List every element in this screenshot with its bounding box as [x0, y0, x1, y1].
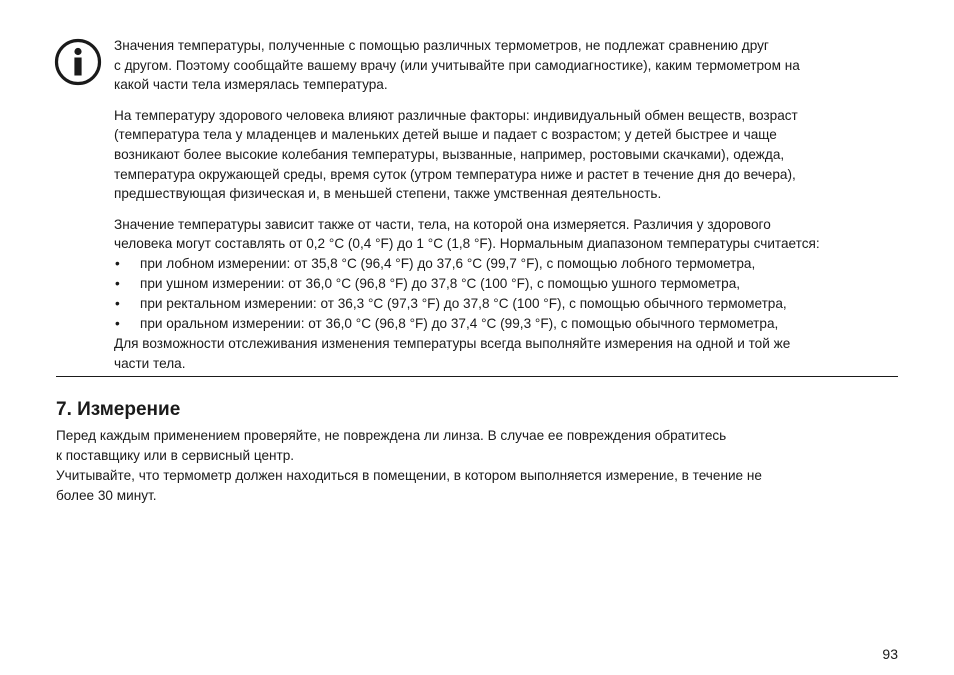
bullet-icon: • — [115, 295, 120, 311]
info-icon — [54, 38, 102, 86]
section-paragraph-lens: Перед каждым применением проверяйте, не повреждена ли линза. В случае ее повреждения обратитесь к поставщику или в сервисный центр. — [56, 428, 727, 463]
list-item: • при ректальном измерении: от 36,3 °C (97,3 °F) до 37,8 °C (100 °F), с помощью обычного термометра, — [114, 294, 900, 314]
page-number: 93 — [882, 646, 898, 662]
section-paragraph-room: Учитывайте, что термометр должен находиться в помещении, в котором выполняется измерение, в течение не более 30 минут. — [56, 468, 762, 503]
notice-paragraph-factors: На температуру здорового человека влияют различные факторы: индивидуальный обмен веществ, возраст (температура тела у младенцев и маленьких детей выше и падает с возрастом; у детей быстрее и чаще возникают более высокие колебания температуры, вызванные, например, ростовыми скачками), одежда, температура окружающей среды, время суток (утром температура ниже и растет в течение дня до вечера), предшествующая физическая и, в меньшей степени, также умственная деятельность. — [114, 107, 798, 202]
bullet-icon: • — [115, 255, 120, 271]
notice-paragraph-ranges: Значение температуры зависит также от части, тела, на которой она измеряется. Различия у здорового человека могут составлять от 0,2 °C (0,4 °F) до 1 °C (1,8 °F). Нормальным диапазоном температуры считается: — [114, 216, 820, 252]
notice-closing: Для возможности отслеживания изменения температуры всегда выполняйте измерения на одной и той же части тела. — [114, 335, 791, 371]
section-body — [56, 426, 876, 506]
list-item: • при лобном измерении: от 35,8 °C (96,4 °F) до 37,6 °C (99,7 °F), с помощью лобного термометра, — [114, 254, 900, 274]
section-divider — [56, 376, 898, 377]
notice-block — [114, 36, 900, 373]
temperature-range-list — [114, 254, 900, 334]
bullet-icon: • — [115, 275, 120, 291]
list-item: • при ушном измерении: от 36,0 °C (96,8 °F) до 37,8 °C (100 °F), с помощью ушного термометра, — [114, 274, 900, 294]
list-item: • при оральном измерении: от 36,0 °C (96,8 °F) до 37,4 °C (99,3 °F), с помощью обычного термометра, — [114, 314, 900, 334]
notice-paragraph-values: Значения температуры, полученные с помощью различных термометров, не подлежат сравнению друг с другом. Поэтому сообщайте вашему врачу (или учитывайте при самодиагностике), каким термометром на какой части тела измерялась температура. — [114, 38, 800, 93]
section-title: 7. Измерение — [56, 399, 181, 420]
bullet-icon: • — [115, 315, 120, 331]
